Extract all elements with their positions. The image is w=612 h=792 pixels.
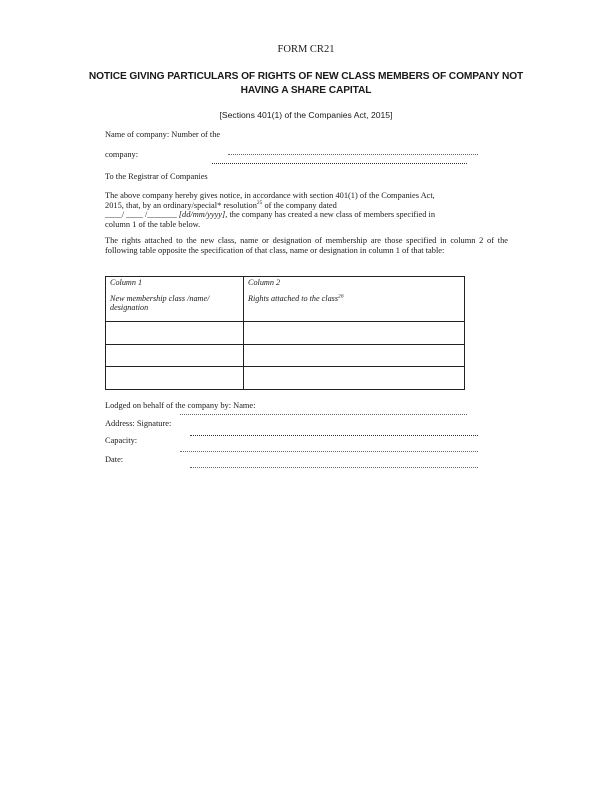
class-cell[interactable] bbox=[106, 367, 244, 390]
column-2-header: Column 2 Rights attached to the class$^{26}$ bbox=[244, 277, 465, 322]
notice-line-3: ____/ ____ /_______ [dd/mm/yyyy], the company has created a new class of members specified in bbox=[105, 210, 436, 220]
company-name-field[interactable] bbox=[228, 154, 478, 155]
notice-line-4: column 1 of the table below. bbox=[105, 219, 201, 229]
date-blank[interactable]: ____/ ____ /_______ bbox=[105, 210, 179, 220]
table-row bbox=[106, 344, 465, 367]
company-name-label: Name of company: Number of the bbox=[105, 130, 221, 139]
form-title-line1: NOTICE GIVING PARTICULARS OF RIGHTS OF NEW CLASS MEMBERS OF COMPANY NOT bbox=[88, 71, 524, 82]
rights-cell[interactable] bbox=[244, 367, 465, 390]
membership-rights-table bbox=[105, 276, 465, 390]
signature-field[interactable] bbox=[180, 451, 478, 452]
date-field[interactable] bbox=[190, 467, 478, 468]
registrar-line: To the Registrar of Companies bbox=[105, 172, 208, 181]
class-cell[interactable] bbox=[106, 344, 244, 367]
date-format: [dd/mm/yyyy] bbox=[178, 210, 226, 220]
statutory-reference: [Sections 401(1) of the Companies Act, 2015] bbox=[219, 110, 393, 120]
capacity-label: Capacity: bbox=[105, 436, 138, 445]
table-header-row bbox=[106, 277, 465, 322]
company-number-field[interactable] bbox=[212, 163, 467, 164]
table-row bbox=[106, 322, 465, 345]
notice-paragraph-2: The rights attached to the new class, name or designation of membership are those specified in column 2 of the following table opposite the specification of that class, name or designation in column 1 of that table: bbox=[105, 236, 508, 255]
footnote-26: 26 bbox=[338, 292, 344, 299]
column-1-header: Column 1 New membership class /name/ designation bbox=[106, 277, 244, 322]
rights-cell[interactable] bbox=[244, 344, 465, 367]
notice-paragraph-1 bbox=[105, 191, 508, 229]
lodger-name-field[interactable] bbox=[180, 414, 467, 415]
address-field[interactable] bbox=[190, 435, 478, 436]
notice-line-1: The above company hereby gives notice, in accordance with section 401(1) of the Companies Act, bbox=[105, 191, 435, 200]
class-cell[interactable] bbox=[106, 322, 244, 345]
date-label: Date: bbox=[105, 455, 124, 464]
form-code: FORM CR21 bbox=[277, 44, 335, 55]
table-row bbox=[106, 367, 465, 390]
lodged-by-label: Lodged on behalf of the company by: Name: bbox=[105, 401, 256, 410]
form-title-line2: HAVING A SHARE CAPITAL bbox=[240, 85, 372, 96]
rights-cell[interactable] bbox=[244, 322, 465, 345]
footnote-25: 25 bbox=[256, 199, 263, 206]
company-label: company: bbox=[105, 150, 139, 159]
notice-line-2: 2015, that, by an ordinary/special* resolution$^{25}$ of the company dated bbox=[105, 199, 337, 210]
form-title bbox=[40, 70, 572, 98]
address-signature-label: Address: Signature: bbox=[105, 419, 172, 428]
